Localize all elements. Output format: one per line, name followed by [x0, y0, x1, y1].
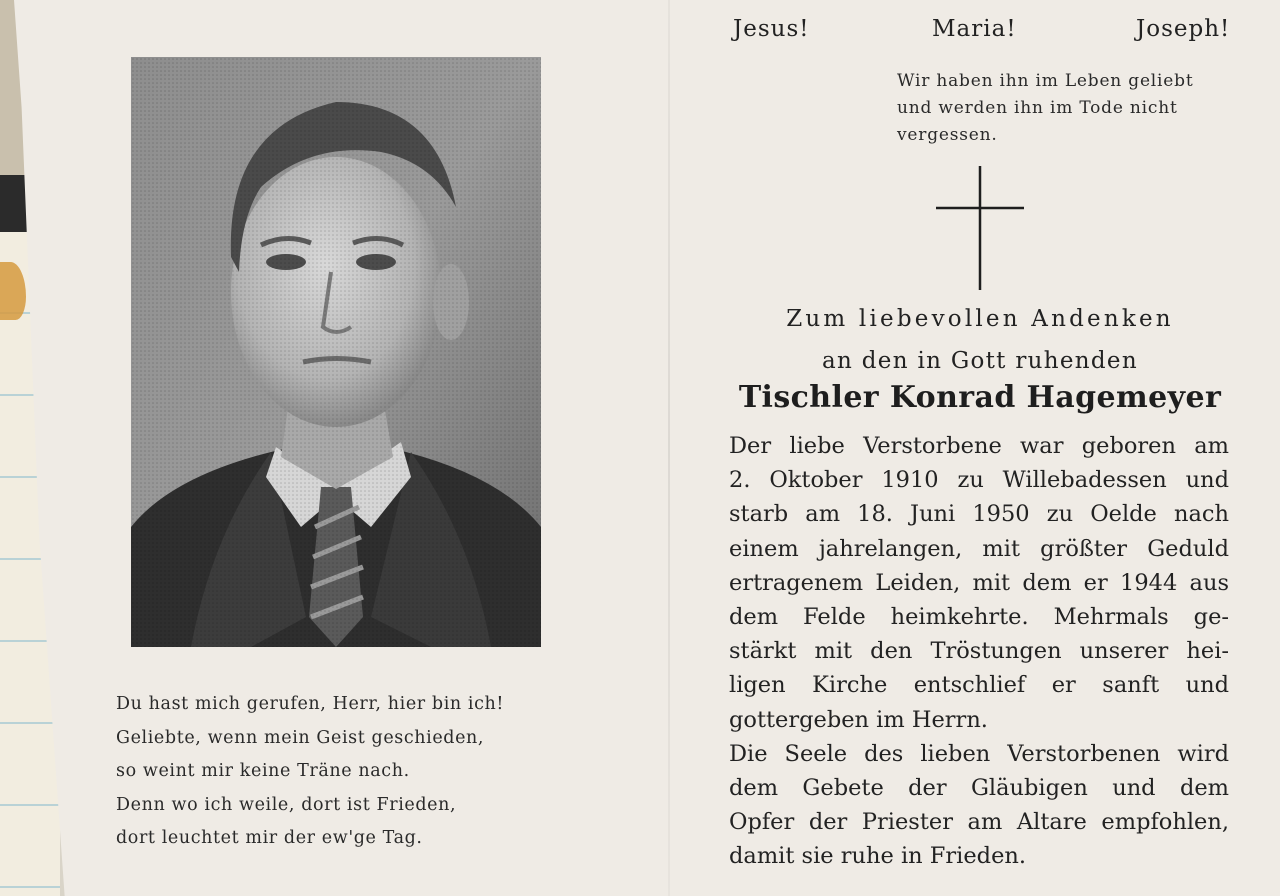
- poem-line: Denn wo ich weile, dort ist Frieden,: [116, 794, 457, 815]
- obituary-line: Die Seele des lieben Verstorbenen wird: [729, 740, 1229, 767]
- invocation-jesus: Jesus!: [733, 16, 810, 42]
- poem-line: dort leuchtet mir der ew'ge Tag.: [116, 828, 423, 848]
- motto-line: Wir haben ihn im Leben geliebt: [897, 71, 1194, 91]
- portrait-photo: [131, 57, 541, 647]
- obituary-line: gottergeben im Herrn.: [729, 706, 988, 733]
- invocation-maria: Maria!: [932, 16, 1017, 42]
- scanner-edge: [0, 175, 28, 235]
- obituary-line: 2. Oktober 1910 zu Willebadessen und: [729, 467, 1229, 494]
- invocation-joseph: Joseph!: [1136, 16, 1231, 42]
- obituary-line: ertragenem Leiden, mit dem er 1944 aus: [729, 569, 1229, 596]
- poem-line: Geliebte, wenn mein Geist geschieden,: [116, 727, 485, 748]
- obituary-line: stärkt mit den Tröstungen unserer hei-: [729, 638, 1229, 665]
- obituary-line: dem Felde heimkehrte. Mehrmals ge-: [729, 604, 1229, 631]
- poem-line: Du hast mich gerufen, Herr, hier bin ich!: [116, 694, 505, 714]
- obituary-line: ligen Kirche entschlief er sanft und: [729, 672, 1229, 699]
- deceased-name: Tischler Konrad Hagemeyer: [738, 380, 1222, 415]
- obituary-line: damit sie ruhe in Frieden.: [729, 843, 1027, 870]
- motto: [897, 68, 1237, 149]
- card-fold-line: [668, 0, 670, 896]
- poem-line: so weint mir keine Träne nach.: [116, 761, 410, 781]
- obituary-line: einem jahrelangen, mit größter Geduld: [729, 535, 1229, 562]
- motto-line: vergessen.: [897, 125, 998, 145]
- memorial-subheading: an den in Gott ruhenden: [822, 348, 1138, 374]
- motto-line: und werden ihn im Tode nicht: [897, 98, 1178, 118]
- memorial-heading: Zum liebevollen Andenken: [786, 306, 1174, 332]
- latin-cross-icon: [936, 166, 1024, 290]
- obituary-text: [729, 429, 1229, 874]
- obituary-line: Opfer der Priester am Altare empfohlen,: [729, 809, 1229, 836]
- obituary-line: dem Gebete der Gläubigen und dem: [729, 775, 1229, 802]
- portrait-illustration: [131, 57, 541, 647]
- obituary-line: starb am 18. Juni 1950 zu Oelde nach: [729, 501, 1229, 528]
- obituary-line: Der liebe Verstorbene war geboren am: [729, 433, 1229, 459]
- poem: [116, 688, 576, 856]
